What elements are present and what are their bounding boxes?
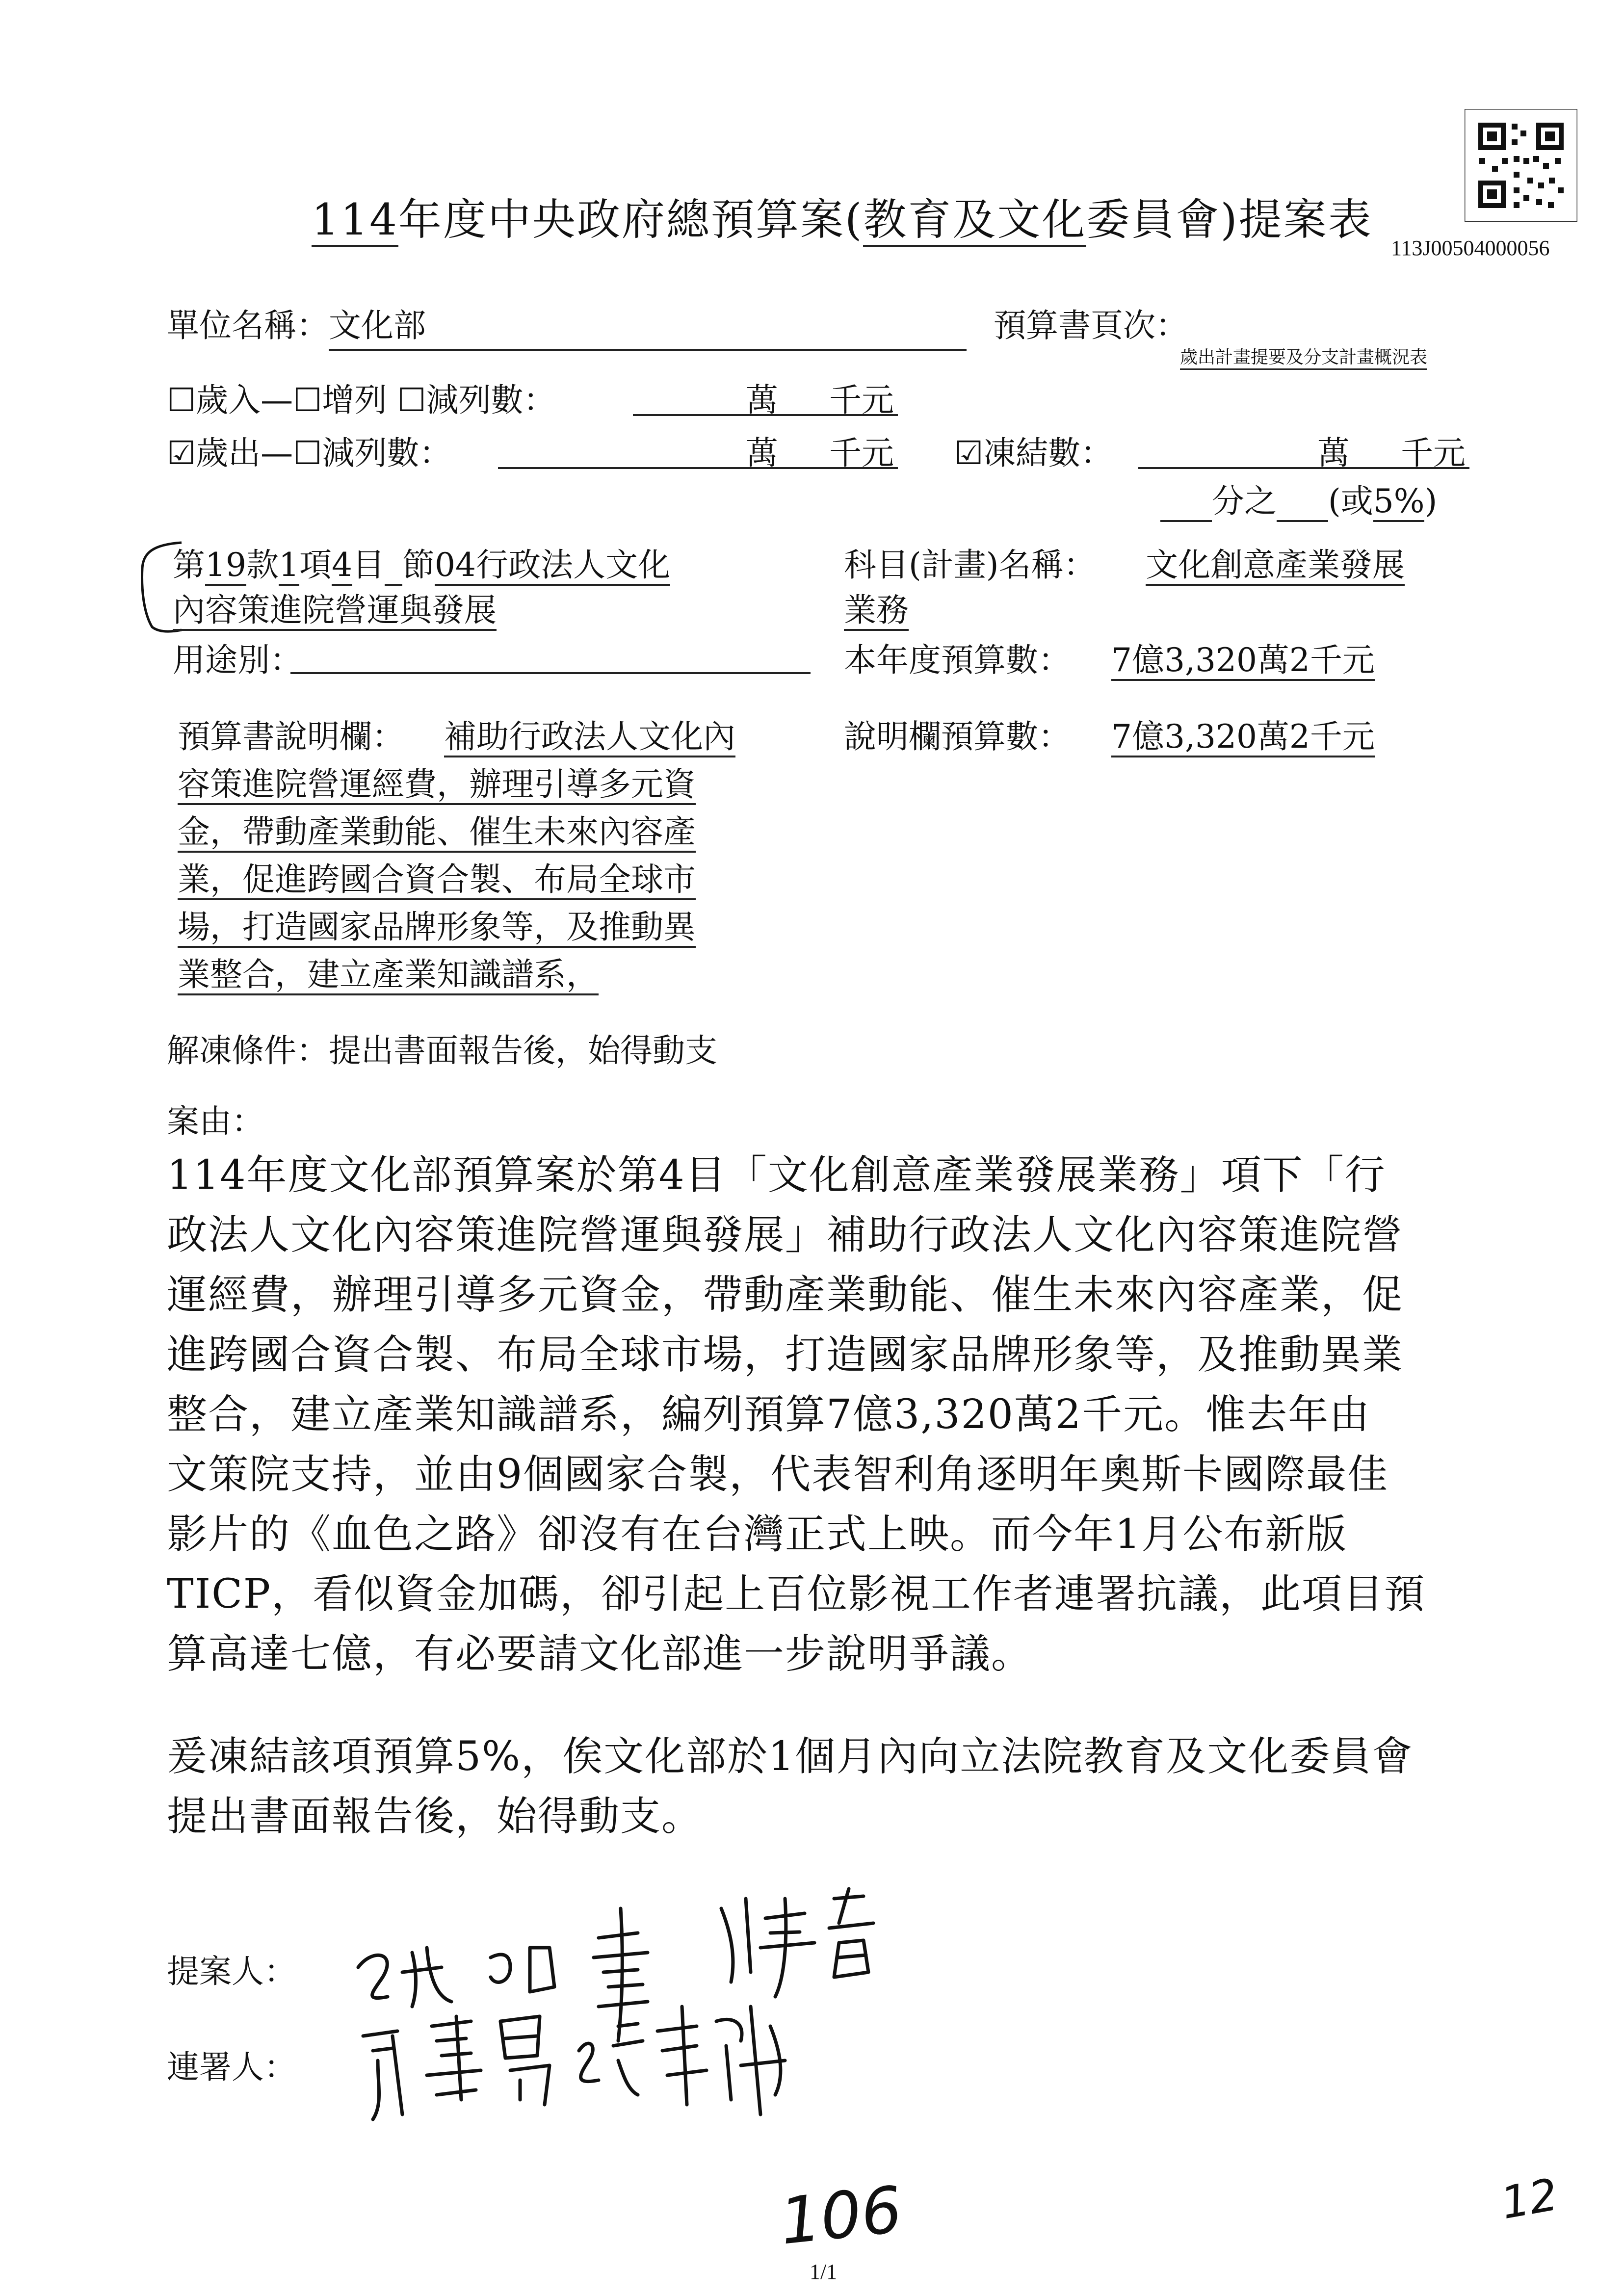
explanation-line: 業整合，建立產業知識譜系， [178,948,599,995]
title-committee: 教育及文化 [863,194,1086,247]
unit-value: 文化部 [329,299,967,351]
purpose-field[interactable] [290,672,811,674]
account-line: 第19款1項4目 節04行政法人文化 [173,539,670,586]
unfreeze-condition: 解凍條件：提出書面報告後，始得動支 [167,1032,717,1070]
freeze-row: ☑凍結數： [954,434,1113,472]
revenue-row: ☐歲入—☐增列 ☐減列數： [167,381,556,419]
reason-line: 進跨國合資合製、布局全球市場，打造國家品牌形象等，及推動異業 [167,1331,1404,1378]
freeze-amount-field[interactable]: 萬 千元 [1138,427,1469,469]
cosigner-label: 連署人： [167,2048,296,2086]
explanation-label: 預算書說明欄： [178,718,404,756]
reason-line: 算高達七億，有必要請文化部進一步說明爭議。 [167,1631,1033,1677]
reason-conclusion-line: 爰凍結該項預算5%，俟文化部於1個月內向立法院教育及文化委員會 [167,1733,1414,1780]
reason-label: 案由： [167,1102,264,1140]
reason-line: 政法人文化內容策進院營運與發展」補助行政法人文化內容策進院營 [167,1212,1404,1258]
explanation-line: 場，打造國家品牌形象等，及推動異 [178,901,696,947]
unit-label: 單位名稱： [167,307,329,344]
subject-label: 科目(計畫)名稱： [844,546,1096,584]
explanation-budget-label: 說明欄預算數： [844,718,1071,756]
current-budget-value: 7億3,320萬2千元 [1111,634,1375,680]
explanation-line: 補助行政法人文化內 [444,710,735,757]
expenditure-cut-field[interactable]: 萬 千元 [498,427,898,469]
freeze-percent: 5% [1373,482,1425,522]
explanation-line: 容策進院營運經費，辦理引導多元資 [178,758,696,805]
expenditure-row: ☑歲出—☐減列數： [167,434,452,472]
explanation-budget-value: 7億3,320萬2千元 [1111,710,1375,757]
signature-proposers [343,1879,991,2124]
freeze-fraction: 分之 (或5%) [1160,475,1437,522]
expenditure-checkbox[interactable]: ☑ [167,434,196,472]
reason-line: 114年度文化部預算案於第4目「文化創意產業發展業務」項下「行 [167,1152,1386,1199]
handwritten-number: 106 [776,2172,906,2259]
purpose-label: 用途別： [173,641,302,679]
title-year: 114 [312,194,398,247]
page-ref-note: 歲出計畫提要及分支計畫概況表 [1180,343,1427,370]
explanation-line: 業，促進跨國合資合製、布局全球市 [178,853,696,900]
reason-line: 影片的《血色之路》卻沒有在台灣正式上映。而今年1月公布新版 [167,1511,1348,1558]
page-ref-label: 預算書頁次： [994,307,1188,344]
handwritten-side-mark: 12 [1497,2168,1562,2230]
revenue-cut-checkbox[interactable]: ☐ [397,381,426,419]
reason-line: 整合，建立產業知識譜系，編列預算7億3,320萬2千元。惟去年由 [167,1391,1371,1438]
reason-line: 運經費，辦理引導多元資金，帶動產業動能、催生未來內容產業，促 [167,1272,1404,1318]
proposer-label: 提案人： [167,1953,296,1990]
expenditure-cut-checkbox[interactable]: ☐ [293,434,322,472]
explanation-line: 金，帶動產業動能、催生未來內容產 [178,806,696,852]
subject-value-cont: 業務 [844,584,909,630]
page-title: 114年度中央政府總預算案(教育及文化委員會)提案表 [312,185,1373,247]
page-number: 1/1 [810,2260,838,2284]
reason-line: 文策院支持，並由9個國家合製，代表智利角逐明年奧斯卡國際最佳 [167,1451,1389,1498]
freeze-checkbox[interactable]: ☑ [954,434,984,472]
subject-value: 文化創意產業發展 [1146,539,1405,585]
current-budget-label: 本年度預算數： [844,641,1071,679]
revenue-checkbox[interactable]: ☐ [167,381,196,419]
reason-conclusion-line: 提出書面報告後，始得動支。 [167,1793,703,1840]
document-code: 113J00504000056 [1391,236,1550,260]
qr-code [1465,109,1577,222]
account-name-cont: 內容策進院營運與發展 [173,584,497,630]
revenue-add-checkbox[interactable]: ☐ [293,381,322,419]
reason-line: TICP，看似資金加碼，卻引起上百位影視工作者連署抗議，此項目預 [167,1571,1426,1618]
revenue-amount-field[interactable]: 萬 千元 [633,374,898,416]
